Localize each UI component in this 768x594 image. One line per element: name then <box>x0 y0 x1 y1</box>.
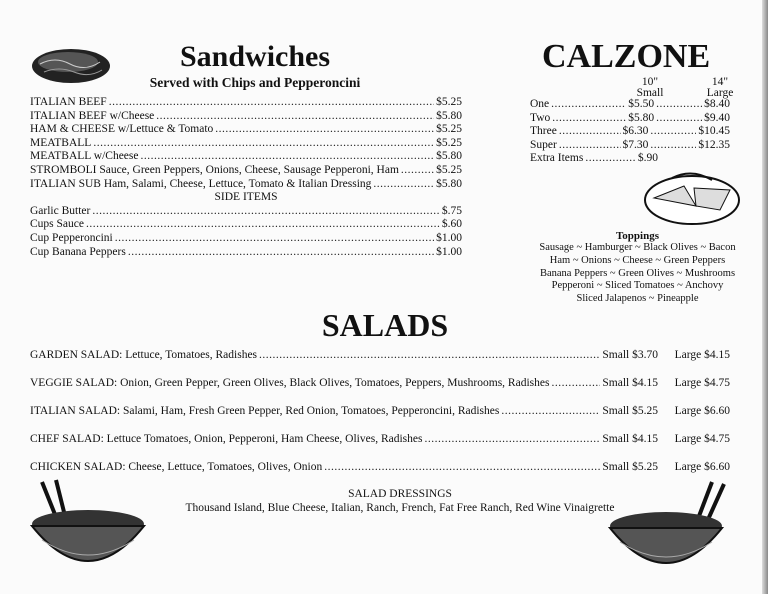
sandwiches-subtitle: Served with Chips and Pepperoncini <box>149 75 361 90</box>
item-price: $1.00 <box>436 245 462 258</box>
col-large-header <box>700 77 740 99</box>
large-price: $10.45 <box>698 125 730 138</box>
salad-item <box>30 348 730 376</box>
salad-item <box>30 376 730 404</box>
large-price: $9.40 <box>704 111 730 124</box>
small-price: $5.50 <box>628 98 655 110</box>
toppings-list <box>525 242 750 306</box>
size-label: 14" <box>711 76 729 88</box>
item-price: $5.25 <box>436 96 462 108</box>
item-name: Garlic Butter <box>30 204 91 217</box>
salad-list <box>30 348 730 488</box>
dot-leader <box>551 376 600 390</box>
large-price: Large $6.60 <box>674 405 730 417</box>
salad-name: ITALIAN SALAD: Salami, Ham, Fresh Green Pepper, Red Onion, Tomatoes, Pepperoncini, Radishes <box>30 405 500 417</box>
side-items-heading: SIDE ITEMS <box>214 191 278 204</box>
sandwich-item <box>30 96 462 110</box>
small-price: $5.80 <box>628 111 655 124</box>
dot-leader <box>128 246 434 260</box>
sandwich-item <box>30 137 462 151</box>
small-price: Small $4.15 <box>602 433 658 445</box>
dot-leader <box>585 152 636 166</box>
item-price: $.60 <box>441 218 462 231</box>
dot-leader <box>552 112 626 126</box>
small-price: Small $3.70 <box>602 349 658 361</box>
dot-leader <box>650 125 696 139</box>
sandwich-list <box>30 96 462 259</box>
large-price: $8.40 <box>704 98 730 110</box>
dot-leader <box>650 139 696 153</box>
side-item <box>30 205 462 219</box>
sandwiches-title: Sandwiches <box>179 40 331 73</box>
size-label: Large <box>706 87 734 99</box>
calzone-row <box>530 112 730 126</box>
item-name: Cup Banana Peppers <box>30 245 126 258</box>
large-price: Large $6.60 <box>674 461 730 473</box>
side-item <box>30 218 462 232</box>
item-name: STROMBOLI Sauce, Green Peppers, Onions, Cheese, Sausage Pepperoni, Ham <box>30 163 399 176</box>
size-label: 10" <box>641 76 659 88</box>
item-name: ITALIAN BEEF <box>30 96 107 108</box>
row-name: Three <box>530 125 557 138</box>
salad-item <box>30 404 730 432</box>
side-item <box>30 232 462 246</box>
dot-leader <box>656 112 702 126</box>
dot-leader <box>501 404 600 418</box>
toppings-title: Toppings <box>615 230 660 242</box>
salad-name: CHICKEN SALAD: Cheese, Lettuce, Tomatoes, Olives, Onion <box>30 461 323 473</box>
dot-leader <box>656 98 702 112</box>
row-name: Super <box>530 138 557 151</box>
calzone-list <box>530 98 730 166</box>
item-price: $1.00 <box>436 231 462 244</box>
row-name: Extra Items <box>530 152 584 165</box>
item-name: ITALIAN BEEF w/Cheese <box>30 109 155 122</box>
salad-name: CHEF SALAD: Lettuce Tomatoes, Onion, Pepperoni, Ham Cheese, Olives, Radishes <box>30 433 423 445</box>
salad-name: GARDEN SALAD: Lettuce, Tomatoes, Radishes <box>30 349 258 361</box>
item-name: MEATBALL w/Cheese <box>30 150 139 163</box>
row-name: Two <box>530 111 551 124</box>
dot-leader <box>559 139 621 153</box>
dot-leader <box>324 460 600 474</box>
salad-item <box>30 432 730 460</box>
item-price: $.75 <box>441 204 462 217</box>
large-price: Large $4.15 <box>674 349 730 361</box>
item-price: $5.80 <box>436 150 462 163</box>
item-price: $5.25 <box>436 123 462 136</box>
calzone-row <box>530 139 730 153</box>
item-name: MEATBALL <box>30 136 92 149</box>
item-name: Cup Pepperoncini <box>30 231 113 244</box>
small-price: Small $5.25 <box>602 461 658 473</box>
salad-bowl-illustration-left <box>28 478 146 582</box>
dot-leader <box>259 348 600 362</box>
large-price: Large $4.75 <box>674 433 730 445</box>
dot-leader <box>424 432 600 446</box>
side-item <box>30 246 462 260</box>
dot-leader <box>559 125 621 139</box>
toppings-line: Banana Peppers ~ Green Olives ~ Mushrooms <box>539 267 736 279</box>
toppings-line: Sliced Jalapenos ~ Pineapple <box>576 293 699 305</box>
item-price: $5.80 <box>436 177 462 190</box>
dot-leader <box>92 205 440 219</box>
small-price: Small $5.25 <box>602 405 658 417</box>
dot-leader <box>109 96 434 110</box>
toppings-line: Pepperoni ~ Sliced Tomatoes ~ Anchovy <box>551 280 724 292</box>
col-small-header <box>630 77 670 99</box>
small-price: $7.30 <box>622 138 649 151</box>
salads-title: SALADS <box>321 307 449 343</box>
sandwich-item <box>30 123 462 137</box>
item-price: $5.25 <box>436 136 462 149</box>
dot-leader <box>115 232 434 246</box>
calzone-row <box>530 125 730 139</box>
large-price: $12.35 <box>698 138 730 151</box>
row-name: One <box>530 98 550 110</box>
item-name: Cups Sauce <box>30 218 84 231</box>
dot-leader <box>86 218 440 232</box>
salad-name: VEGGIE SALAD: Onion, Green Pepper, Green Olives, Black Olives, Tomatoes, Peppers, Mushrooms, Radishes <box>30 377 550 389</box>
sandwich-item <box>30 178 462 192</box>
dressings-title: SALAD DRESSINGS <box>348 488 452 500</box>
item-price: $5.25 <box>436 163 462 176</box>
dot-leader <box>215 123 434 137</box>
calzone-illustration <box>642 164 742 226</box>
dressings-list: Thousand Island, Blue Cheese, Italian, Ranch, French, Fat Free Ranch, Red Wine Vinaigrette <box>185 502 615 514</box>
sandwich-item <box>30 110 462 124</box>
small-price: $6.30 <box>622 125 649 138</box>
salad-bowl-illustration-right <box>608 480 726 584</box>
size-label: Small <box>636 87 664 99</box>
item-name: HAM & CHEESE w/Lettuce & Tomato <box>30 123 214 136</box>
item-name: ITALIAN SUB Ham, Salami, Cheese, Lettuce, Tomato & Italian Dressing <box>30 177 372 190</box>
calzone-title: CALZONE <box>542 38 711 75</box>
small-price: Small $4.15 <box>602 377 658 389</box>
extra-price: $.90 <box>637 152 658 165</box>
page-edge <box>762 0 768 594</box>
dot-leader <box>141 150 435 164</box>
dot-leader <box>401 164 434 178</box>
large-price: Large $4.75 <box>674 377 730 389</box>
item-price: $5.80 <box>436 109 462 122</box>
sandwich-item <box>30 150 462 164</box>
toppings-line: Sausage ~ Hamburger ~ Black Olives ~ Bacon <box>539 242 736 253</box>
dot-leader <box>156 110 434 124</box>
calzone-row <box>530 98 730 112</box>
toppings-line: Ham ~ Onions ~ Cheese ~ Green Peppers <box>549 254 726 266</box>
calzone-extra <box>530 152 658 166</box>
dot-leader <box>551 98 626 112</box>
dot-leader <box>93 137 434 151</box>
dot-leader <box>373 178 434 192</box>
sandwich-item <box>30 164 462 178</box>
